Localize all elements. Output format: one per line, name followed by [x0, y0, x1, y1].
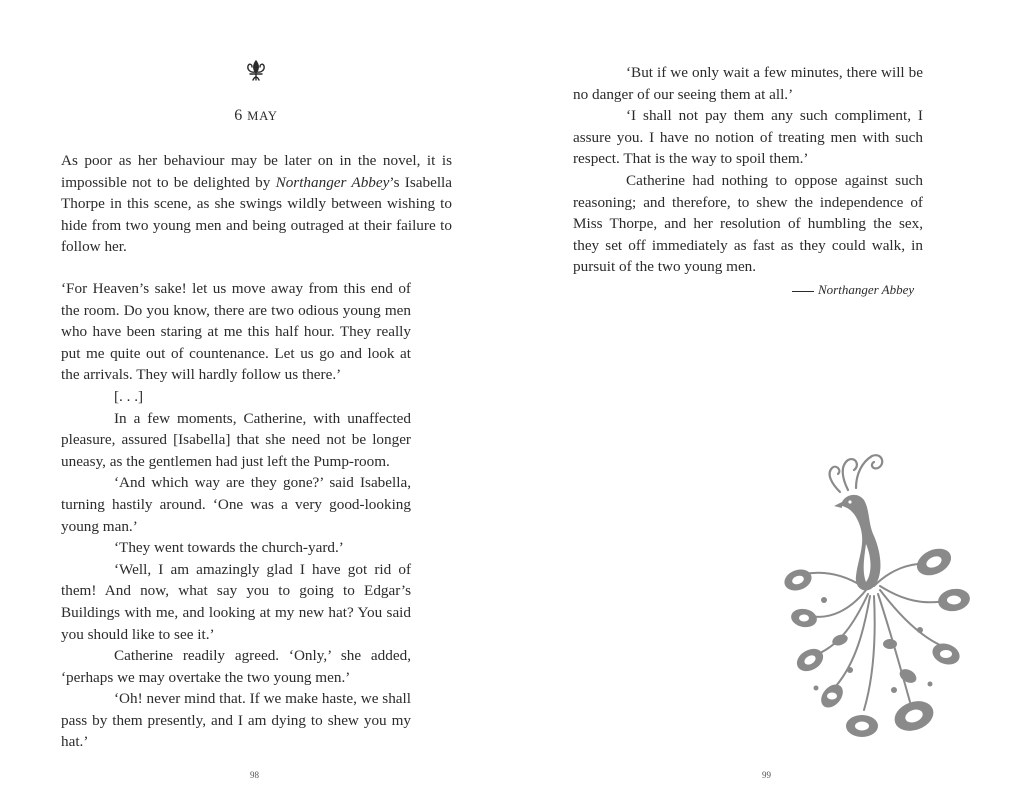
intro-paragraph [61, 150, 452, 258]
quote-paragraph: Catherine had nothing to oppose against such reasoning; and therefore, to shew the independence of Miss Thorpe, and her resolution of humbling the sex, they set off immediately as fast as they could walk, in pursuit of the two young men. [573, 171, 923, 276]
page-number-left: 98 [250, 770, 259, 780]
intro-text-after: ’s Isabella Thorpe in this scene, as she swings wildly between wishing to hide from two young men and being outraged at their failure to follow her. [61, 173, 452, 256]
quote-continuation [573, 62, 923, 278]
source-title: Northanger Abbey [818, 282, 915, 297]
right-page [512, 0, 1024, 805]
quote-paragraph: ‘And which way are they gone?’ said Isabella, turning hastily around. ‘One was a very good-looking young man.’ [61, 474, 411, 535]
peacock-illustration [770, 440, 970, 752]
fleur-de-lis-icon [243, 58, 269, 84]
quote-paragraph: ‘But if we only wait a few minutes, there will be no danger of our seeing them at all.’ [573, 64, 923, 103]
quote-paragraph: ‘They went towards the church-yard.’ [114, 539, 344, 557]
quote-ellipsis: [. . .] [114, 387, 144, 405]
intro-text-before: As poor as her behaviour may be later on in the novel, it is impossible not to be delighted by [61, 152, 452, 191]
quote-paragraph: ‘Oh! never mind that. If we make haste, we shall pass by them presently, and I am dying to shew you my hat.’ [61, 690, 411, 751]
quote-paragraph: ‘For Heaven’s sake! let us move away from this end of the room. Do you know, there are two odious young men who have been staring at me this half hour. They really put me quite out of countenance. Let us go and look at the arrivals. They will hardly follow us there.’ [61, 280, 411, 384]
quote-paragraph: ‘Well, I am amazingly glad I have got rid of them! And now, what say you to going to Edgar’s Buildings with me, and looking at my new hat? You said you should like to see it.’ [61, 560, 411, 643]
entry-date [0, 107, 512, 125]
source-dash [792, 291, 814, 292]
quote-paragraph: ‘I shall not pay them any such compliment, I assure you. I have no notion of treating men with such respect. That is the way to spoil them.’ [573, 107, 923, 168]
date-month: MAY [247, 109, 278, 123]
quote-paragraph: Catherine readily agreed. ‘Only,’ she added, ‘perhaps we may overtake the two young men.’ [61, 647, 411, 686]
quote-source [792, 282, 914, 298]
page-number-right: 99 [762, 770, 771, 780]
date-day: 6 [234, 107, 243, 124]
intro-book-title: Northanger Abbey [275, 173, 390, 191]
quotation [61, 278, 411, 753]
quote-paragraph: In a few moments, Catherine, with unaffected pleasure, assured [Isabella] that she need not be longer uneasy, as the gentlemen had just left the Pump-room. [61, 409, 411, 470]
